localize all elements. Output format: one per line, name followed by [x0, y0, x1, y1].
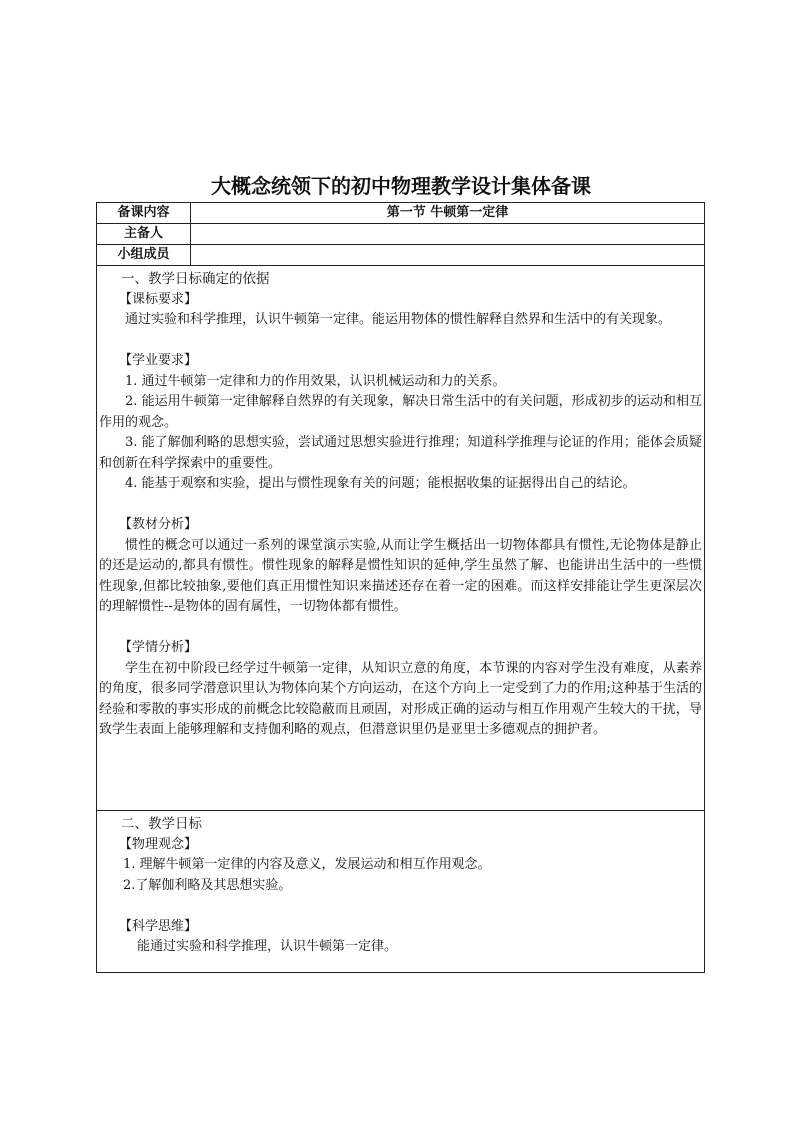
table-row [97, 811, 705, 973]
student-analysis-text: 学生在初中阶段已经学过牛顿第一定律，从知识立意的角度，本节课的内容对学生没有难度，从素养的角度，很多同学潜意识里认为物体向某个方向运动，在这个方向上一定受到了力的作用;这种基于生活的经验和零散的事实形成的前概念比较隐蔽而且顽固，对形成正确的运动与相互作用观产生较大的干扰，导致学生表面上能够理解和支持伽利略的观点，但潜意识里仍是亚里士多德观点的拥护者。 [99, 660, 702, 737]
row-value-content: 第一节 牛顿第一定律 [191, 203, 705, 224]
curriculum-text: 通过实验和科学推理，认识牛顿第一定律。能运用物体的惯性解释自然界和生活中的有关现象。 [125, 312, 672, 327]
subheading-curriculum: 【课标要求】 [119, 291, 198, 307]
list-item: 1. 通过牛顿第一定律和力的作用效果，认识机械运动和力的关系。 [125, 373, 506, 389]
section-heading: 一、教学日标确定的依据 [121, 271, 270, 287]
table-row [97, 224, 705, 245]
list-item: 2.了解伽利略及其思想实验。 [123, 877, 292, 893]
subheading-textbook: 【教材分析】 [119, 517, 198, 532]
scientific-thinking-text: 能通过实验和科学推理，认识牛顿第一定律。 [137, 939, 398, 954]
table-row [97, 203, 705, 224]
row-value-members [191, 245, 705, 266]
section-basis-cell [97, 266, 705, 811]
list-item: 4. 能基于观察和实验，提出与惯性现象有关的问题；能根据收集的证据得出自己的结论。 [125, 476, 636, 491]
lesson-plan-table [96, 202, 705, 973]
table-row [97, 245, 705, 266]
table-row [97, 266, 705, 811]
row-value-preparer [191, 224, 705, 245]
section-heading: 二、教学日标 [121, 816, 202, 832]
subheading-students: 【学情分析】 [119, 640, 198, 655]
row-label-content: 备课内容 [97, 203, 191, 224]
textbook-analysis-text: 惯性的概念可以通过一系列的课堂演示实验,从而让学生概括出一切物体都具有惯性,无论物体是静止的还是运动的,都具有惯性。惯性现象的解释是惯性知识的延伸,学生虽然了解、也能讲出生活中的一些惯性现象,但都比较抽象,要他们真正用惯性知识来描述还存在着一定的困难。而这样安排能让学生更深层次的理解惯性--是物体的固有属性，一切物体都有惯性。 [99, 537, 702, 614]
list-item: 3. 能了解伽利略的思想实验，尝试通过思想实验进行推理；知道科学推理与论证的作用；能体会质疑和创新在科学探索中的重要性。 [99, 435, 702, 471]
page-title: 大概念统领下的初中物理教学设计集体备课 [211, 174, 591, 198]
row-label-members: 小组成员 [97, 245, 191, 266]
subheading-academic: 【学业要求】 [119, 353, 198, 368]
row-label-preparer: 主备人 [97, 224, 191, 245]
list-item: 1. 理解牛顿第一定律的内容及意义，发展运动和相互作用观念。 [123, 857, 491, 872]
subheading-scientific-thinking: 【科学思维】 [119, 918, 198, 934]
section-goals-cell [97, 811, 705, 973]
subheading-physics-concept: 【物理观念】 [119, 836, 198, 852]
list-item: 2. 能运用牛顿第一定律解释自然界的有关现象，解决日常生活中的有关问题，形成初步的运动和相互作用的观念。 [99, 394, 702, 430]
